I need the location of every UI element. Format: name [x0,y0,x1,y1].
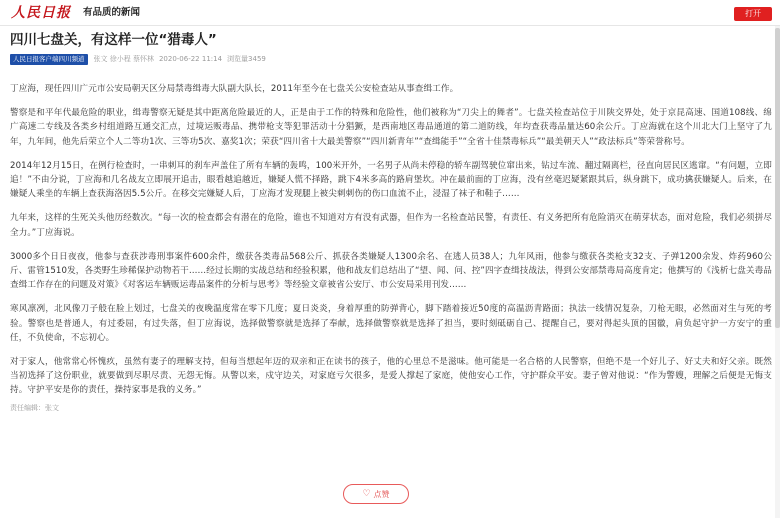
paragraph: 寒风凛冽，北风像刀子般在脸上划过，七盘关的夜晚温度常在零下几度；夏日炎炎，身着厚重的防弹背心，脚下踏着接近50度的高温沥青路面；执法一线情况复杂，刀枪无眼，必然面对生与死的考验。警察也是普通人，有过委屈，有过失落，但丁应海说，选择做警察就是选择了奉献，选择做警察就是选择了担当，要时刻砥砺自己、提醒自己，要对得起头顶的国徽，肩负起守护一方安宁的重任，不负使命，不忘初心。 [10,304,772,343]
top-bar [0,0,780,26]
view-count: 浏览量3459 [227,55,266,63]
paragraph: 2014年12月15日，在例行检查时，一串刺耳的刹车声盖住了所有车辆的轰鸣，100米开外，一名男子从尚未停稳的轿车副驾驶位窜出来，钻过车流、翻过隔离栏，径直向居民区逃窜。“有问题，立即追！”不由分说，丁应海和几名战友立即展开追击，眼看越追越近，嫌疑人慌不择路，跳下4米多高的路肩堡坎。冲在最前面的丁应海，没有丝毫迟疑紧跟其后，纵身跳下，成功擒获嫌疑人。后来，在嫌疑人乘坐的车辆上查获海洛因5.5公斤。在移交完嫌疑人后，丁应海才发现腿上被尖刺刺伤的伤口血流不止，浸湿了袜子和鞋子…… [10,160,772,200]
heart-icon: ♡ [362,489,371,499]
paragraph: 3000多个日日夜夜，他参与查获涉毒刑事案件600余件，缴获各类毒品568公斤、抓获各类嫌疑人1300余名、在逃人员38人；九年风雨，他参与缴获各类枪支32支、子弹1200余发、炸药960公斤、雷管1510发，各类野生珍稀保护动物若干……经过长期的实战总结和经验积累，他和战友们总结出了“望、闻、问、控”四字查缉技战法，得到公安部禁毒局高度肯定；他撰写的《浅析七盘关毒品查缉工作存在的问题及对策》《对客运车辆贩运毒品案件的分析与思考》等经验文章被省公安厅、市公安局采用刊发…… [10,251,772,291]
like-button[interactable] [343,484,409,504]
slogan: 有品质的新闻 [83,7,141,18]
paragraph: 警察是和平年代最危险的职业，缉毒警察无疑是其中距离危险最近的人，正是由于工作的特殊和危险性，他们被称为“刀尖上的舞者”。七盘关检查站位于川陕交界处，处于京昆高速、国道108线、绵广高速二专线及各类乡村组道路互通交汇点，过境运贩毒品、携带枪支等犯罪活动十分猖獗，是西南地区毒品通道的第二道防线，年均查获毒品量达60余公斤。丁应海就在这个川北大门上坚守了九年，九年间，他先后荣立个人二等功1次、三等功5次、嘉奖1次；荣获“四川省十大最美警察”“四川新青年”“查缉能手”“全省十佳禁毒标兵”“最美朝天人”“政法标兵”等荣誉称号。 [10,108,772,147]
scrollbar[interactable] [775,26,780,518]
like-label: 点赞 [373,489,390,499]
paragraph: 对于家人，他常常心怀愧疚，虽然有妻子的理解支持，但每当想起年迈的双亲和正在读书的孩子，他的心里总不是滋味。他可能是一名合格的人民警察，但绝不是一个好儿子、好丈夫和好父亲。既然当初选择了这份职业，就要做到尽职尽责、无怨无悔。从警以来，戍守边关，对家庭亏欠很多，是爱人撑起了家庭，使他安心工作，守护群众平安。妻子曾对他说：“作为警嫂，理解之后便是无悔支持。守护平安是你的责任，操持家事是我的义务。” [10,357,772,396]
author: 张文 徐小程 蔡怀林 [93,55,154,63]
article [10,26,772,413]
editor-credit: 责任编辑：张文 [10,403,59,412]
paragraph: 九年来，这样的生死关头他历经数次。“每一次的检查都会有潜在的危险，谁也不知道对方有没有武器，但作为一名检查站民警，有责任、有义务把所有危险消灭在萌芽状态，面对危险，我们必须拼尽全力。”丁应海说。 [10,213,772,238]
scroll-thumb[interactable] [775,28,780,328]
source-tag[interactable]: 人民日报客户端四川频道 [10,54,88,65]
open-app-button[interactable]: 打开 [734,7,772,21]
logo[interactable]: 人民日报 [11,5,71,21]
article-meta [10,52,772,66]
publish-date: 2020-06-22 11:14 [158,55,223,63]
paragraph: 丁应海，现任四川广元市公安局朝天区分局禁毒缉毒大队副大队长，2011年至今在七盘关公安检查站从事查缉工作。 [10,84,459,94]
article-title: 四川七盘关，有这样一位“猎毒人” [10,32,217,48]
